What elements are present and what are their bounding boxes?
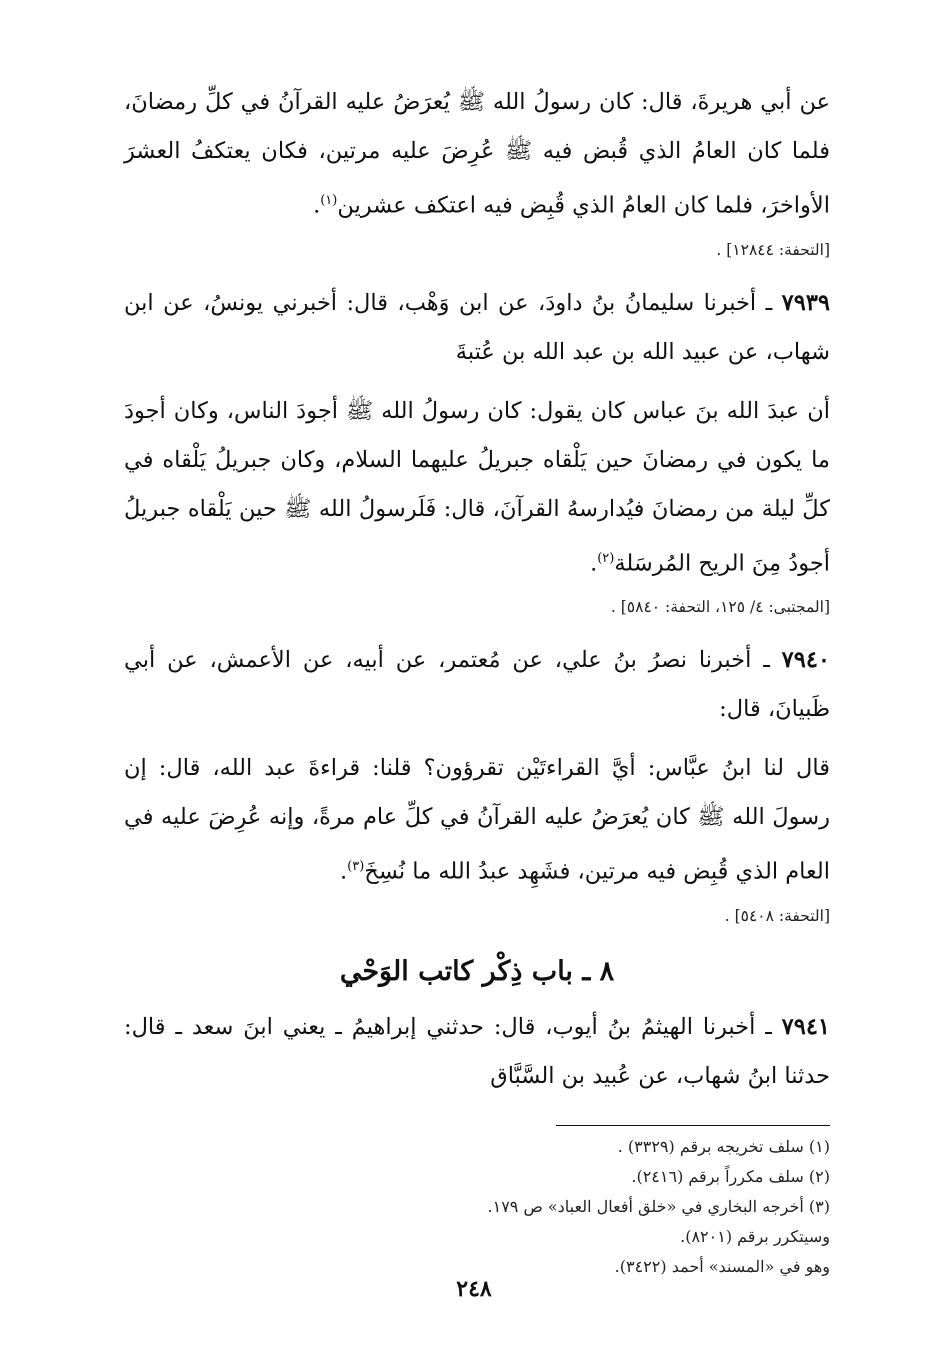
paragraph-3-text: قال لنا ابنُ عبَّاس: أيَّ القراءتَيْن تقرؤون؟ قلنا: قراءةَ عبد الله، قال: إن رسولَ الله ﷺ كان يُعرَضُ عليه القرآنُ في كلِّ عام مرةً، وإنه عُرِضَ عليه في العام الذي قُبِض فيه مرتين، فشَهِد عبدُ الله ما نُسِخَ	[124, 755, 830, 885]
hadith-number-7940: ٧٩٤٠	[781, 647, 830, 673]
paragraph-2	[124, 387, 830, 589]
footnote-divider	[556, 1125, 830, 1126]
hadith-7940	[124, 636, 830, 734]
footnote-marker-1: (١)	[320, 193, 338, 208]
footnotes	[124, 1132, 830, 1282]
reference-1: [التحفة: ١٢٨٤٤] .	[716, 240, 830, 259]
paragraph-3	[124, 744, 830, 897]
paragraph-1-end: .	[313, 192, 321, 219]
paragraph-2-text: أن عبدَ الله بنَ عباس كان يقول: كان رسولُ الله ﷺ أجودَ الناس، وكان أجودَ ما يكون في رمضانَ حين يَلْقاه جبريلُ عليهما السلام، وكان جبريلُ يَلْقاه في كلِّ ليلة من رمضانَ فيُدارسهُ القرآنَ، قال: فَلَرسولُ الله ﷺ حين يَلْقاه جبريلُ أجودُ مِنَ الريح المُرسَلة	[124, 397, 830, 576]
footnote-marker-2: (٢)	[597, 550, 615, 566]
hadith-7939	[124, 279, 830, 377]
footnote-3-continued: وسيتكرر برقم (٨٢٠١).	[680, 1226, 830, 1246]
footnote-marker-3: (٣)	[347, 859, 365, 874]
reference-2: [المجتبى: ٤/ ١٢٥، التحفة: ٥٨٤٠] .	[610, 598, 830, 616]
footnote-3-continued-2: وهو في «المسند» أحمد (٣٤٢٢).	[614, 1256, 830, 1276]
paragraph-1-text: عن أبي هريرةَ، قال: كان رسولُ الله ﷺ يُعرَضُ عليه القرآنُ في كلِّ رمضانَ، فلما كان العامُ الذي قُبض فيه ﷺ عُرِضَ عليه مرتين، فكان يعتكفُ العشرَ الأواخرَ، فلما كان العامُ الذي قُبِض فيه اعتكف عشرين	[124, 89, 830, 219]
hadith-7939-chain: ـ أخبرنا سليمانُ بنُ داودَ، عن ابن وَهْب، قال: أخبرني يونسُ، عن ابن شهاب، عن عبيد الله بن عبد الله بن عُتبةَ	[124, 289, 830, 365]
hadith-number-7939: ٧٩٣٩	[781, 289, 830, 316]
footnote-2: (٢) سلف مكرراً برقم (٢٤١٦).	[631, 1166, 830, 1186]
paragraph-2-end: .	[590, 550, 598, 576]
reference-3: [التحفة: ٥٤٠٨] .	[724, 906, 830, 925]
hadith-7941	[124, 1003, 830, 1101]
paragraph-3-end: .	[340, 858, 348, 885]
section-heading: ٨ ـ باب ذِكْر كاتب الوَحْي	[339, 955, 615, 987]
hadith-7941-chain: ـ أخبرنا الهيثمُ بنُ أيوب، قال: حدثني إبراهيمُ ـ يعني ابنَ سعد ـ قال: حدثنا ابنُ شهاب، عن عُبيد بن السَّبَّاق	[124, 1013, 830, 1089]
footnote-3: (٣) أخرجه البخاري في «خلق أفعال العباد» ص ١٧٩.	[487, 1196, 830, 1216]
hadith-number-7941: ٧٩٤١	[781, 1013, 830, 1040]
paragraph-1	[124, 78, 830, 231]
page-number: ٢٤٨	[456, 1276, 492, 1302]
footnote-1: (١) سلف تخريجه برقم (٣٣٢٩) .	[617, 1136, 830, 1156]
hadith-7940-chain: ـ أخبرنا نصرُ بنُ علي، عن مُعتمر، عن أبيه، عن الأعمش، عن أبي ظَبيانَ، قال:	[124, 647, 830, 722]
